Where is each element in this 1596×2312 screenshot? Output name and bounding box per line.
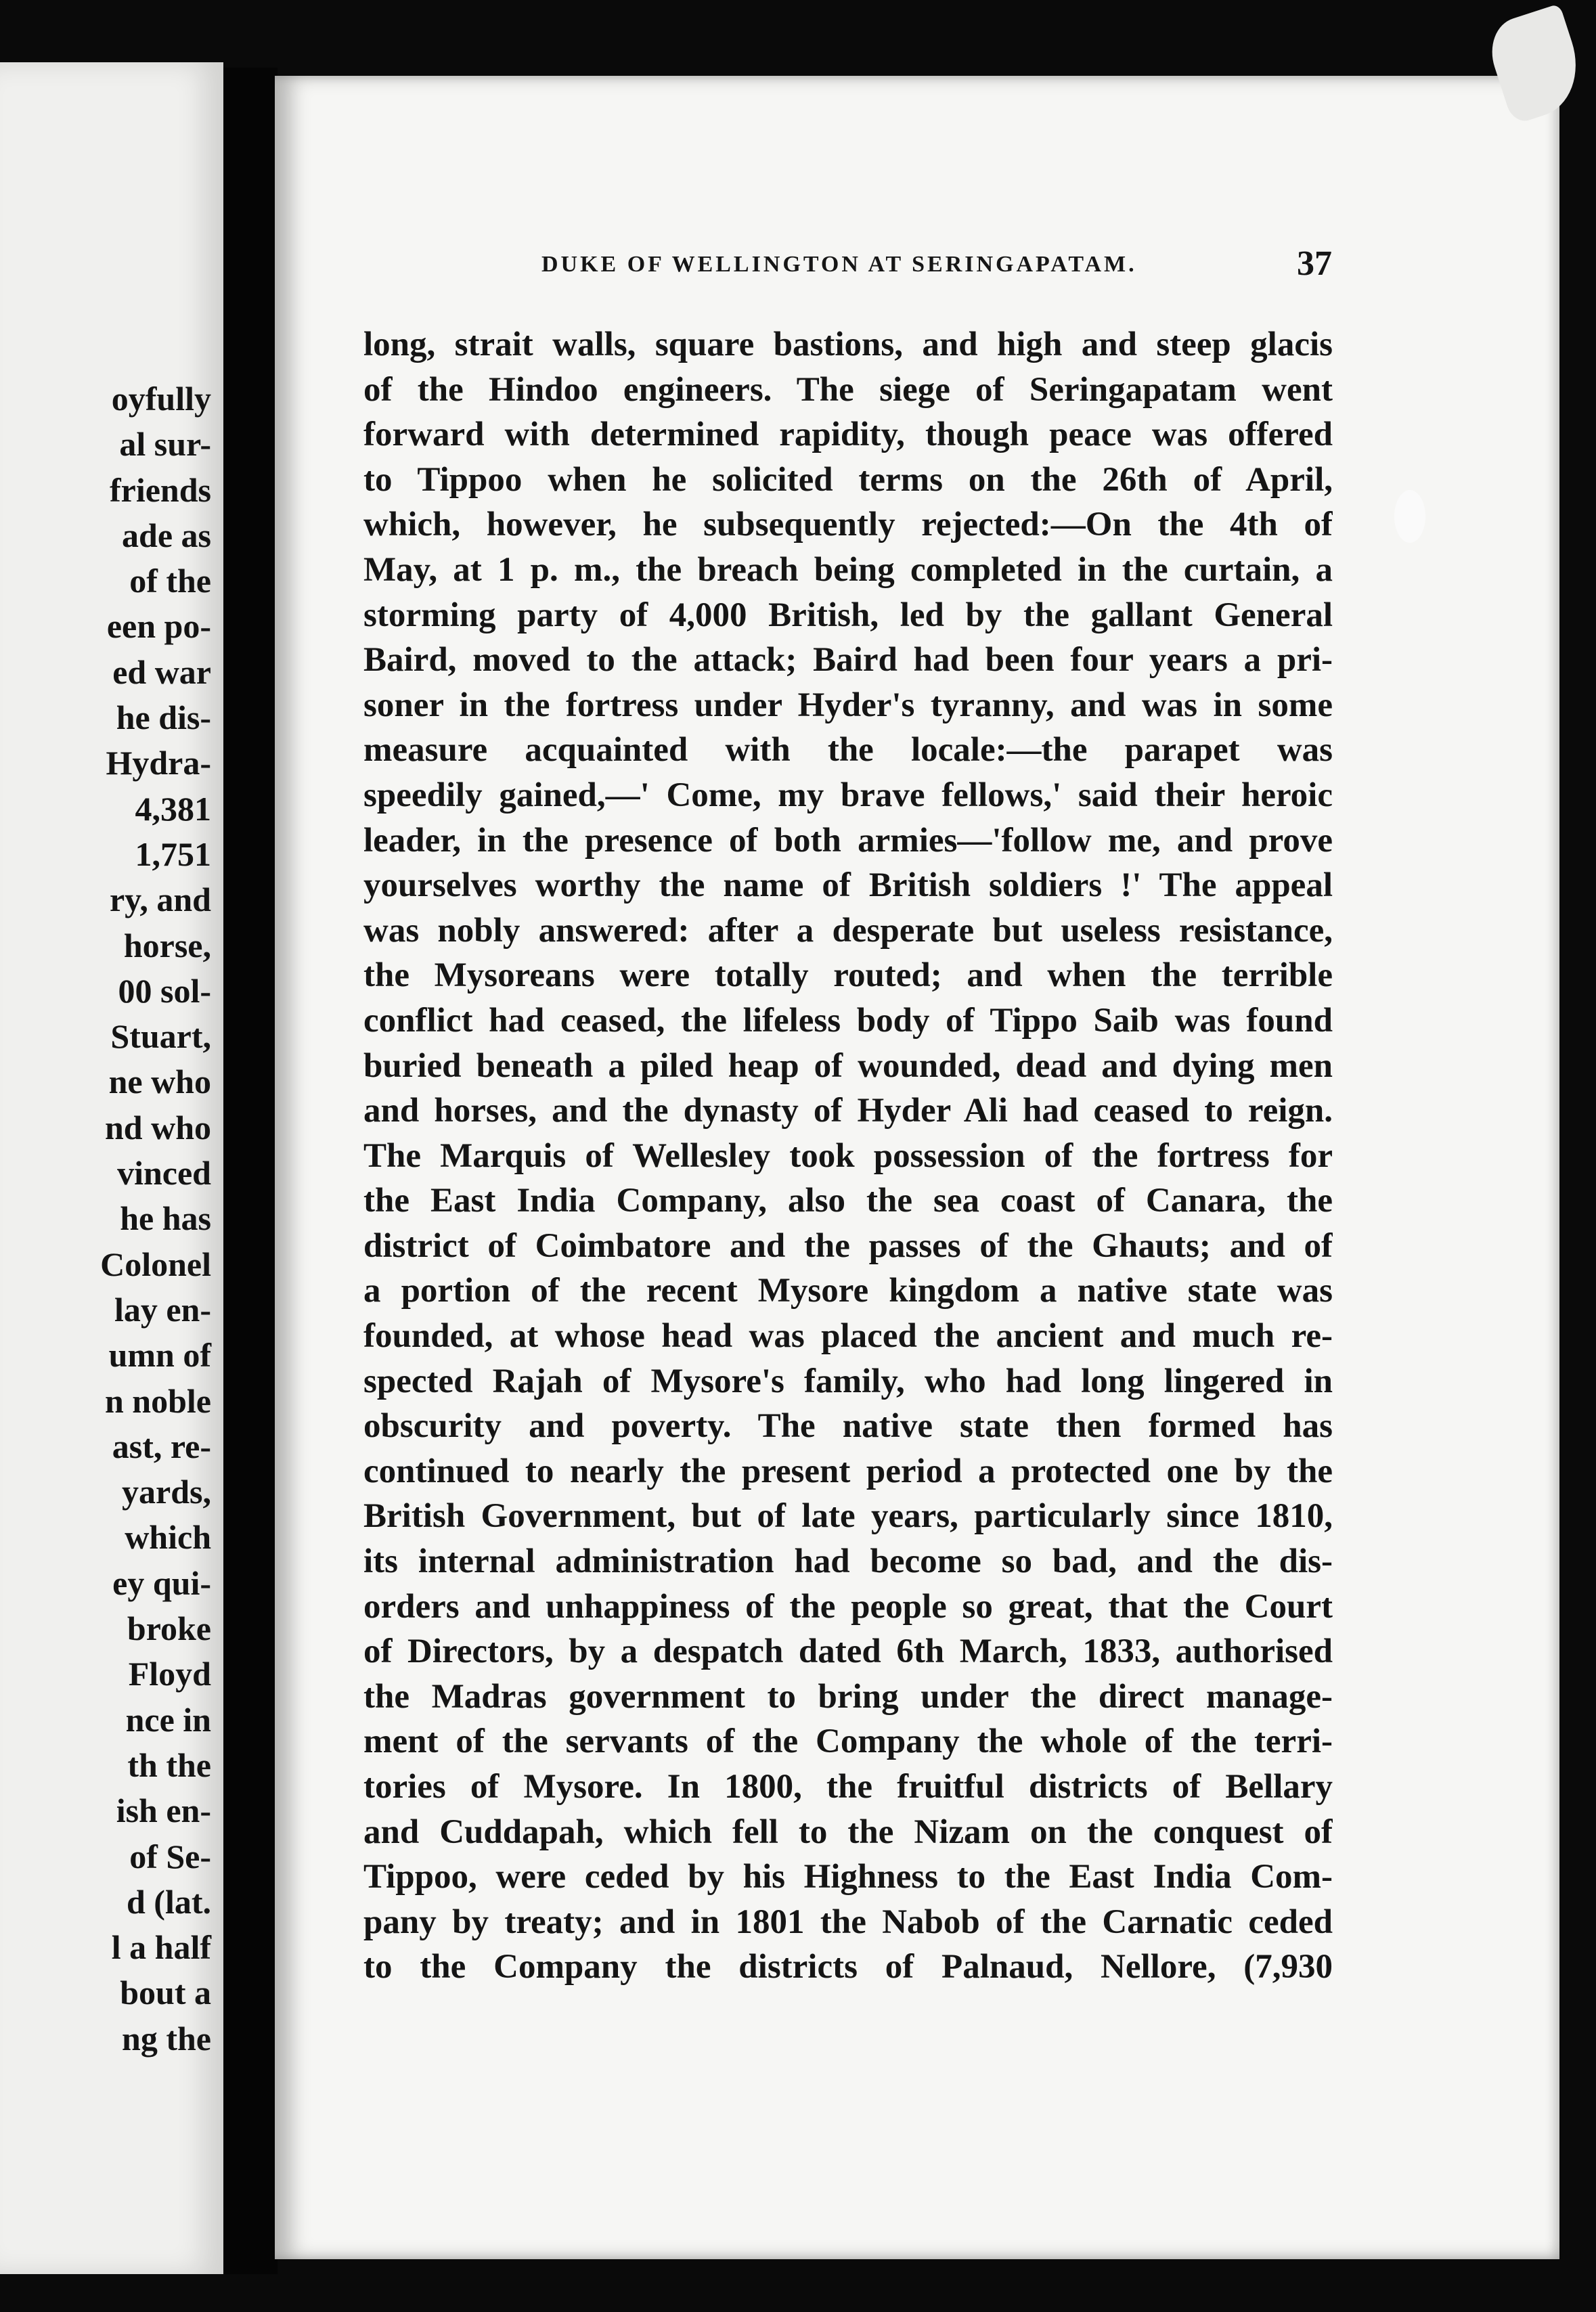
- left-page-fragment: ast, re-: [112, 1427, 211, 1465]
- left-page-text-fragments: [0, 376, 211, 2062]
- running-head: DUKE OF WELLINGTON AT SERINGAPATAM.: [541, 252, 1137, 277]
- left-page-fragment: nd who: [104, 1108, 211, 1147]
- left-page-fragment: ed war: [112, 652, 211, 691]
- text-line: and Cuddapah, which fell to the Nizam on the conquest of: [363, 1813, 1333, 1851]
- left-page-fragment: umn of: [108, 1336, 211, 1375]
- left-page-fragment: ish en-: [116, 1792, 211, 1830]
- left-page-fragment: horse,: [123, 926, 211, 964]
- text-line: tories of Mysore. In 1800, the fruitful districts of Bellary: [363, 1768, 1333, 1806]
- text-line: forward with determined rapidity, though peace was offered: [363, 416, 1333, 454]
- left-page-fragment: lay en-: [114, 1290, 211, 1329]
- left-page-fragment: yards,: [122, 1473, 211, 1511]
- left-page-fragment: ey qui-: [112, 1563, 211, 1602]
- text-line: of the Hindoo engineers. The siege of Seringapatam went: [363, 370, 1333, 409]
- left-page-fragment: ng the: [122, 2019, 211, 2058]
- left-page-fragment: friends: [110, 470, 211, 509]
- left-page-fragment: een po-: [106, 607, 211, 646]
- left-page-fragment: of Se-: [129, 1837, 211, 1875]
- text-line: long, strait walls, square bastions, and high and steep glacis: [363, 326, 1333, 363]
- text-line: orders and unhappiness of the people so great, that the Court: [363, 1587, 1333, 1626]
- left-page-fragment: n noble: [104, 1381, 211, 1420]
- text-line: May, at 1 p. m., the breach being completed in the curtain, a: [363, 550, 1333, 589]
- left-page-fragment: oyfully: [111, 380, 211, 418]
- left-page-fragment: d (lat.: [127, 1882, 211, 1921]
- text-line: The Marquis of Wellesley took possession of the fortress for: [363, 1136, 1333, 1175]
- left-page-fragment: nce in: [125, 1700, 211, 1739]
- paper-blot: [1394, 490, 1425, 543]
- text-line: obscurity and poverty. The native state then formed has: [363, 1407, 1333, 1446]
- text-line: to Tippoo when he solicited terms on the 26th of April,: [363, 460, 1333, 499]
- text-line: buried beneath a piled heap of wounded, dead and dying men: [363, 1046, 1333, 1085]
- text-line: ment of the servants of the Company the whole of the terri-: [363, 1722, 1333, 1761]
- text-line: Baird, moved to the attack; Baird had been four years a pri-: [363, 641, 1333, 680]
- left-page: [0, 62, 223, 2274]
- left-page-fragment: 00 sol-: [118, 971, 211, 1010]
- left-page-fragment: which: [125, 1518, 211, 1557]
- left-page-fragment: 4,381: [135, 789, 211, 828]
- text-line: founded, at whose head was placed the ancient and much re-: [363, 1317, 1333, 1356]
- text-line: British Government, but of late years, particularly since 1810,: [363, 1497, 1333, 1536]
- text-line: and horses, and the dynasty of Hyder Ali had ceased to reign.: [363, 1092, 1333, 1130]
- body-text: [363, 322, 1333, 1990]
- text-line: to the Company the districts of Palnaud, Nellore, (7,930: [363, 1948, 1333, 1986]
- book-gutter: [223, 68, 278, 2274]
- left-page-fragment: Colonel: [100, 1245, 211, 1283]
- left-page-fragment: 1,751: [135, 835, 211, 873]
- text-line: the Madras government to bring under the direct manage-: [363, 1677, 1333, 1716]
- text-line: the Mysoreans were totally routed; and when the terrible: [363, 956, 1333, 995]
- text-line: district of Coimbatore and the passes of the Ghauts; and of: [363, 1226, 1333, 1265]
- text-line: measure acquainted with the locale:—the parapet was: [363, 731, 1333, 770]
- page-number: 37: [1297, 244, 1332, 283]
- text-line: conflict had ceased, the lifeless body of Tippo Saib was found: [363, 1001, 1333, 1040]
- left-page-fragment: ne who: [108, 1063, 211, 1101]
- text-line: was nobly answered: after a desperate but useless resistance,: [363, 911, 1333, 950]
- text-line: speedily gained,—' Come, my brave fellows,' said their heroic: [363, 776, 1333, 814]
- left-page-fragment: ry, and: [109, 881, 211, 919]
- text-line: a portion of the recent Mysore kingdom a native state was: [363, 1272, 1333, 1310]
- left-page-fragment: vinced: [117, 1154, 211, 1193]
- left-page-fragment: Hydra-: [106, 744, 211, 782]
- text-line: of Directors, by a despatch dated 6th March, 1833, authorised: [363, 1632, 1333, 1671]
- left-page-fragment: th the: [127, 1746, 211, 1784]
- text-line: the East India Company, also the sea coast of Canara, the: [363, 1182, 1333, 1220]
- left-page-fragment: bout a: [120, 1974, 211, 2012]
- left-page-fragment: he dis-: [116, 698, 211, 737]
- text-line: its internal administration had become so bad, and the dis-: [363, 1542, 1333, 1581]
- left-page-fragment: ade as: [122, 516, 211, 554]
- text-line: leader, in the presence of both armies—'follow me, and prove: [363, 821, 1333, 860]
- text-line: Tippoo, were ceded by his Highness to the East India Com-: [363, 1858, 1333, 1896]
- text-line: pany by treaty; and in 1801 the Nabob of the Carnatic ceded: [363, 1903, 1333, 1941]
- text-line: yourselves worthy the name of British soldiers !' The appeal: [363, 866, 1333, 905]
- left-page-fragment: al sur-: [119, 425, 211, 464]
- left-page-fragment: Stuart,: [110, 1017, 211, 1056]
- left-page-fragment: Floyd: [128, 1655, 211, 1693]
- text-line: storming party of 4,000 British, led by the gallant General: [363, 596, 1333, 634]
- left-page-fragment: he has: [120, 1199, 211, 1238]
- left-page-fragment: of the: [129, 562, 211, 600]
- left-page-fragment: l a half: [111, 1928, 211, 1967]
- text-line: soner in the fortress under Hyder's tyranny, and was in some: [363, 686, 1333, 724]
- text-line: continued to nearly the present period a protected one by the: [363, 1452, 1333, 1490]
- left-page-fragment: broke: [127, 1609, 211, 1648]
- text-line: spected Rajah of Mysore's family, who had long lingered in: [363, 1362, 1333, 1400]
- text-line: which, however, he subsequently rejected:—On the 4th of: [363, 506, 1333, 544]
